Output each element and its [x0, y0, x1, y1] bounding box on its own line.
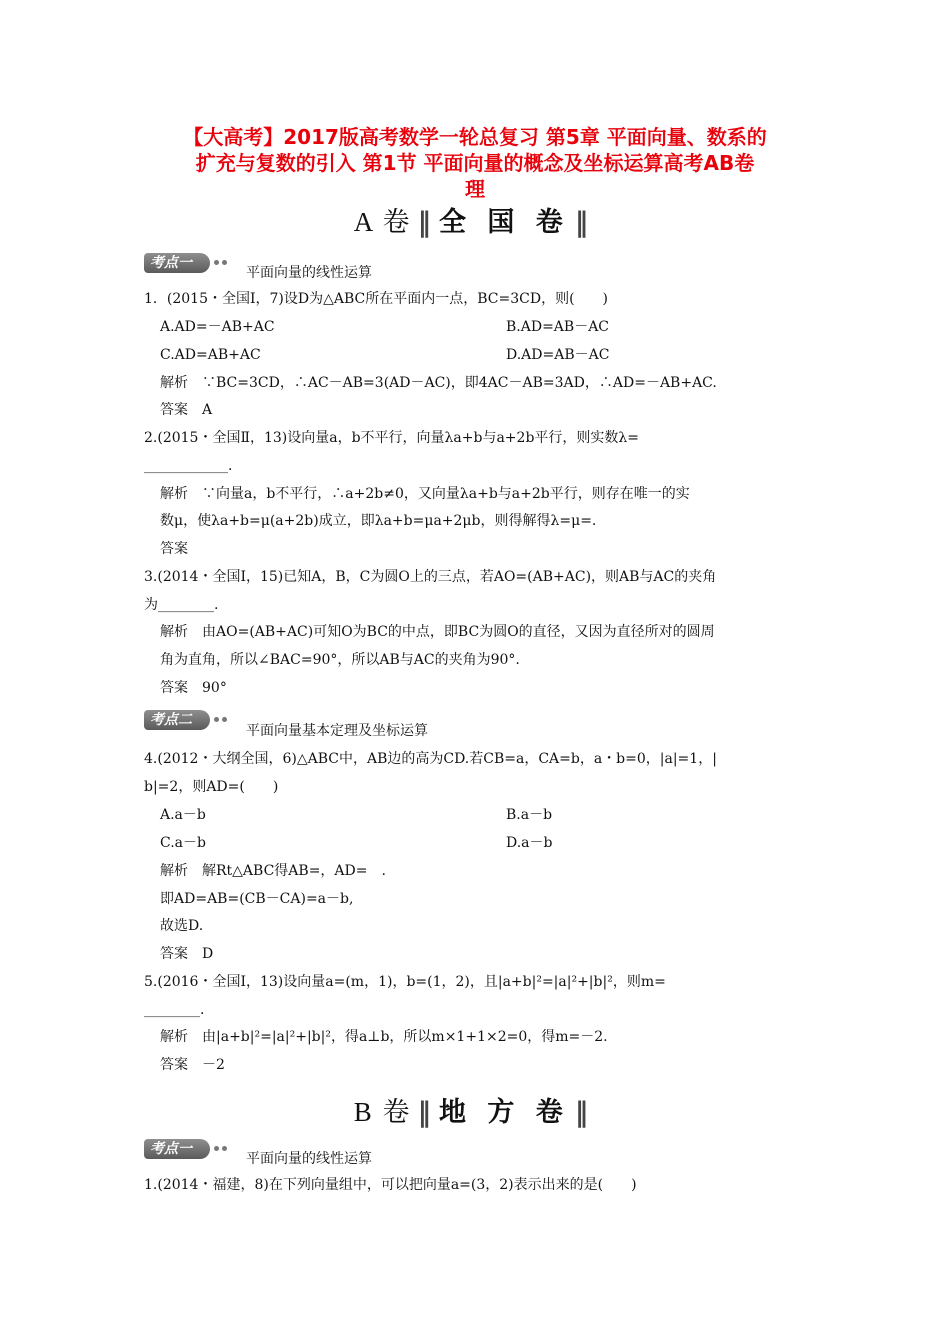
- question-line: 3.(2014・全国Ⅰ，15)已知A，B，C为圆O上的三点，若AO=(AB+AC)，则AB与AC的夹角: [144, 569, 717, 585]
- solution-line: 解析 解Rt△ABC得AB=，AD= .: [160, 863, 386, 879]
- question-line: 2.(2015・全国Ⅱ，13)设向量a，b不平行，向量λa+b与a+2b平行，则实数λ=: [144, 430, 640, 446]
- divider-bars: ‖: [417, 207, 433, 238]
- question-line: 1.(2014・福建，8)在下列向量组中，可以把向量a=(3，2)表示出来的是( ): [144, 1177, 637, 1193]
- solution-line: 解析 由AO=(AB+AC)可知O为BC的中点，即BC为圆O的直径，又因为直径所对的圆周: [160, 624, 715, 640]
- dot-icon: [222, 1146, 227, 1151]
- answer-line: 答案 D: [160, 946, 214, 962]
- option-d: D.a－b: [506, 835, 553, 851]
- title-line: 扩充与复数的引入 第1节 平面向量的概念及坐标运算高考AB卷: [195, 151, 755, 175]
- answer-line: 答案: [160, 541, 188, 557]
- badge-label: 考点一: [150, 255, 192, 271]
- kaodian-topic: 平面向量的线性运算: [246, 1151, 372, 1167]
- question-line: 4.(2012・大纲全国，6)△ABC中，AB边的高为CD.若CB=a，CA=b，a・b=0，|a|=1，|: [144, 751, 717, 767]
- option-b: B.AD=AB－AC: [506, 319, 610, 335]
- dot-icon: [214, 260, 219, 265]
- blank-line: ____________.: [144, 458, 233, 474]
- dot-icon: [222, 260, 227, 265]
- title-line: 【大高考】2017版高考数学一轮总复习 第5章 平面向量、数系的: [183, 125, 767, 149]
- dot-icon: [214, 1146, 219, 1151]
- kaodian-badge: [144, 707, 228, 732]
- volume-letter: B 卷: [353, 1097, 412, 1127]
- solution-line: 解析 ∵向量a，b不平行，∴a+2b≠0，又向量λa+b与a+2b平行，则存在唯一的实: [160, 486, 690, 502]
- divider-bars: ‖: [574, 1097, 591, 1128]
- title-line: 理: [465, 177, 485, 201]
- solution-line: 解析 ∵BC=3CD，∴AC－AB=3(AD－AC)，即4AC－AB=3AD，∴AD=－AB+AC.: [160, 375, 717, 391]
- kaodian-topic: 平面向量的线性运算: [246, 265, 372, 281]
- volume-name: 地 方 卷: [438, 1097, 569, 1128]
- kaodian-badge: [144, 250, 228, 275]
- kaodian-topic: 平面向量基本定理及坐标运算: [246, 723, 428, 739]
- divider-bars: ‖: [417, 1097, 433, 1128]
- volume-name: 全 国 卷: [438, 207, 569, 238]
- solution-line: 角为直角，所以∠BAC=90°，所以AB与AC的夹角为90°.: [160, 652, 520, 668]
- blank-line: ________.: [144, 1002, 205, 1018]
- volume-a-heading: [0, 200, 950, 239]
- kaodian-badge: [144, 1136, 228, 1161]
- badge-label: 考点一: [150, 1141, 192, 1157]
- solution-line: 解析 由|a+b|²=|a|²+|b|²，得a⊥b，所以m×1+1×2=0，得m=－2.: [160, 1029, 608, 1045]
- divider-bars: ‖: [574, 207, 591, 238]
- document-title: [120, 124, 830, 202]
- dot-icon: [214, 717, 219, 722]
- question-line: 5.(2016・全国Ⅰ，13)设向量a=(m，1)，b=(1，2)，且|a+b|²=|a|²+|b|²，则m=: [144, 974, 666, 990]
- answer-line: 答案 90°: [160, 680, 227, 696]
- solution-line: 故选D.: [160, 918, 204, 934]
- dot-icon: [222, 717, 227, 722]
- option-c: C.a－b: [160, 835, 206, 851]
- option-c: C.AD=AB+AC: [160, 347, 261, 363]
- solution-line: 数μ，使λa+b=μ(a+2b)成立，即λa+b=μa+2μb，则得解得λ=μ=.: [160, 513, 597, 529]
- option-b: B.a－b: [506, 807, 553, 823]
- badge-label: 考点二: [150, 712, 192, 728]
- blank-line: 为________.: [144, 597, 219, 613]
- answer-line: 答案 A: [160, 402, 213, 418]
- option-a: A.AD=－AB+AC: [160, 319, 275, 335]
- solution-line: 即AD=AB=(CB－CA)=a－b,: [160, 891, 354, 907]
- option-a: A.a－b: [160, 807, 206, 823]
- option-d: D.AD=AB－AC: [506, 347, 610, 363]
- question-line: b|=2，则AD=( ): [144, 779, 279, 795]
- question-line: 1．(2015・全国Ⅰ，7)设D为△ABC所在平面内一点，BC=3CD，则( ): [144, 291, 609, 307]
- answer-line: 答案 －2: [160, 1057, 225, 1073]
- volume-letter: A 卷: [353, 207, 412, 237]
- volume-b-heading: [0, 1090, 950, 1129]
